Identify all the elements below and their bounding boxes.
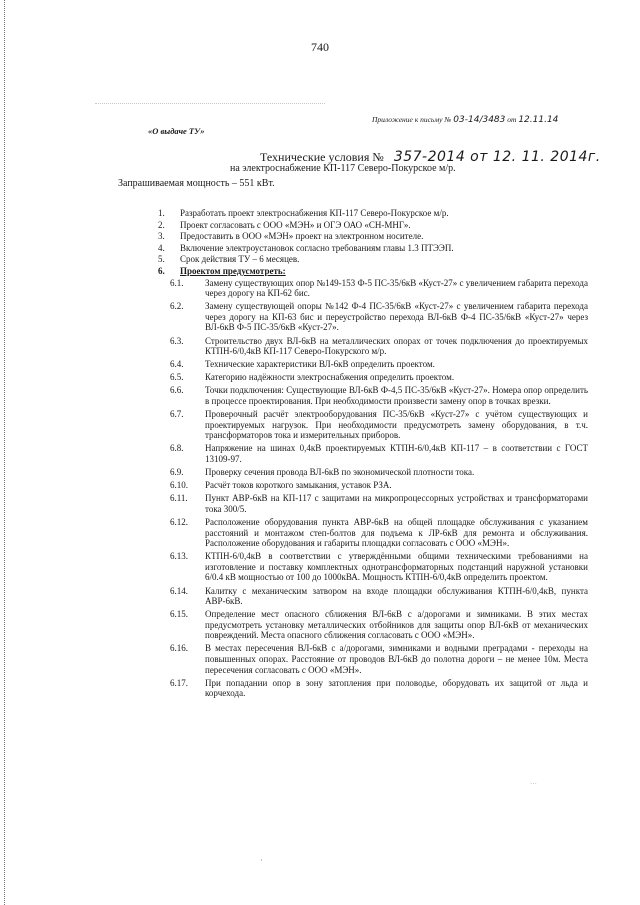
bottom-scan-mark: · <box>260 856 263 865</box>
appendix-date: 12.11.14 <box>518 115 559 125</box>
faint-divider <box>95 103 325 104</box>
sub-item: 6.6. Точки подключения: Существующие ВЛ-6кВ Ф-4,5 ПС-35/6кВ «Куст-27». Номера опор определить в процессе проектирования. При необходимости произвести замену опор в точках врезки. <box>170 385 588 406</box>
left-binding-edge <box>4 0 7 905</box>
appendix-number: 03-14/3483 <box>453 115 506 125</box>
sub-item: 6.11. Пункт АВР-6кВ на КП-117 с защитами на микропроцессорных устройствах и трансформаторами тока 300/5. <box>170 493 588 514</box>
sub-item: 6.17. При попадании опор в зону затопления при половодье, оборудовать их защитой от льда и корчехода. <box>170 677 588 699</box>
faint-scan-mark: ··· <box>530 780 537 788</box>
document-subtitle: на электроснабжение КП-117 Северо-Покурское м/р. <box>230 163 456 174</box>
sub-item: 6.10. Расчёт токов короткого замыкания, уставок РЗА. <box>170 480 392 491</box>
sub-item: 6.9. Проверку сечения провода ВЛ-6кВ по экономической плотности тока. <box>170 467 475 478</box>
sub-item: 6.2. Замену существующей опоры №142 Ф-4 ПС-35/6кВ «Куст-27» с увеличением габарита перехода через дорогу на КП-63 бис и переустройство перехода ВЛ-6кВ Ф-4 ПС-35/6кВ «Куст-27» через ВЛ-6кВ Ф-5 ПС-35/6кВ «Куст-27». <box>170 301 588 333</box>
requirements-list <box>158 208 588 701</box>
document-title: Технические условия № <box>260 150 384 164</box>
stamp-label: «О выдаче ТУ» <box>148 126 205 136</box>
sub-item: 6.14. Калитку с механическим затвором на входе площадки обслуживания КТПН-6/0,4кВ, пункта АВР-6кВ. <box>170 585 588 607</box>
sub-item: 6.13. КТПН-6/0,4кВ в соответствии с утверждёнными общими техническими требованиями на изготовление и поставку комплектных однотрансформаторных подстанций наружной установки 6/0.4 кВ мощностью от 100 до 1000кВА. Мощность КТПН-6/0,4кВ определить проектом. <box>170 551 588 583</box>
sub-item: 6.5. Категорию надёжности электроснабжения определить проектом. <box>170 372 455 383</box>
appendix-note <box>372 115 558 125</box>
sub-item: 6.8. Напряжение на шинах 0,4кВ проектируемых КТПН-6/0,4кВ КП-117 – в соответствии с ГОСТ 13109-97. <box>170 443 588 464</box>
list-item-section-heading: 6. Проектом предусмотреть: <box>158 265 286 276</box>
sub-item: 6.1. Замену существующих опор №149-153 Ф-5 ПС-35/6кВ «Куст-27» с увеличением габарита перехода через дорогу на КП-62 бис. <box>170 277 588 299</box>
list-item: 3. Предоставить в ООО «МЭН» проект на электронном носителе. <box>158 231 424 242</box>
list-item: 4. Включение электроустановок согласно требованиям главы 1.3 ПТЭЭП. <box>158 242 454 253</box>
appendix-from-label: от <box>507 115 517 124</box>
sub-item: 6.15. Определение мест опасного сближения ВЛ-6кВ с а/дорогами и зимниками. В этих местах предусмотреть установку металлических отбойников для защиты опор ВЛ-6кВ от механических повреждений. Места опасного сближения согласовать с ООО «МЭН». <box>170 609 588 641</box>
list-item: 2. Проект согласовать с ООО «МЭН» и ОГЭ ОАО «СН-МНГ». <box>158 219 411 230</box>
sub-item: 6.12. Расположение оборудования пункта АВР-6кВ на общей площадке обслуживания с указанием расстояний и монтажом степ-болтов для подъема к ЛР-6кВ для ремонта и обслуживания. Расположение оборудования и габариты площадки согласовать с ООО «МЭН». <box>170 516 588 549</box>
sub-item: 6.7. Проверочный расчёт электрооборудования ПС-35/6кВ «Куст-27» с учётом существующих и проектируемых нагрузок. При необходимости предусмотреть замену оборудования, в т.ч. трансформаторов тока и измерительных приборов. <box>170 409 588 441</box>
sub-item: 6.16. В местах пересечения ВЛ-6кВ с а/дорогами, зимниками и водными преградами - переходы на повышенных опорах. Расстояние от проводов ВЛ-6кВ до полотна дороги – не менее 10м. Места пересечения согласовать с ООО «МЭН». <box>170 643 588 675</box>
sub-item: 6.3. Строительство двух ВЛ-6кВ на металлических опорах от точек подключения до проектируемых КТПН-6/0,4кВ КП-117 Северо-Покурского м/р. <box>170 335 588 357</box>
requested-power: Запрашиваемая мощность – 551 кВт. <box>118 178 275 189</box>
list-item: 1. Разработать проект электроснабжения КП-117 Северо-Покурское м/р. <box>158 208 449 218</box>
page-number: 740 <box>311 40 329 54</box>
handwritten-number: 357-2014 от 12. 11. 2014г. <box>393 149 601 165</box>
list-item: 5. Срок действия ТУ – 6 месяцев. <box>158 254 300 265</box>
sub-item: 6.4. Технические характеристики ВЛ-6кВ определить проектом. <box>170 359 435 370</box>
appendix-prefix: Приложение к письму № <box>372 115 452 124</box>
